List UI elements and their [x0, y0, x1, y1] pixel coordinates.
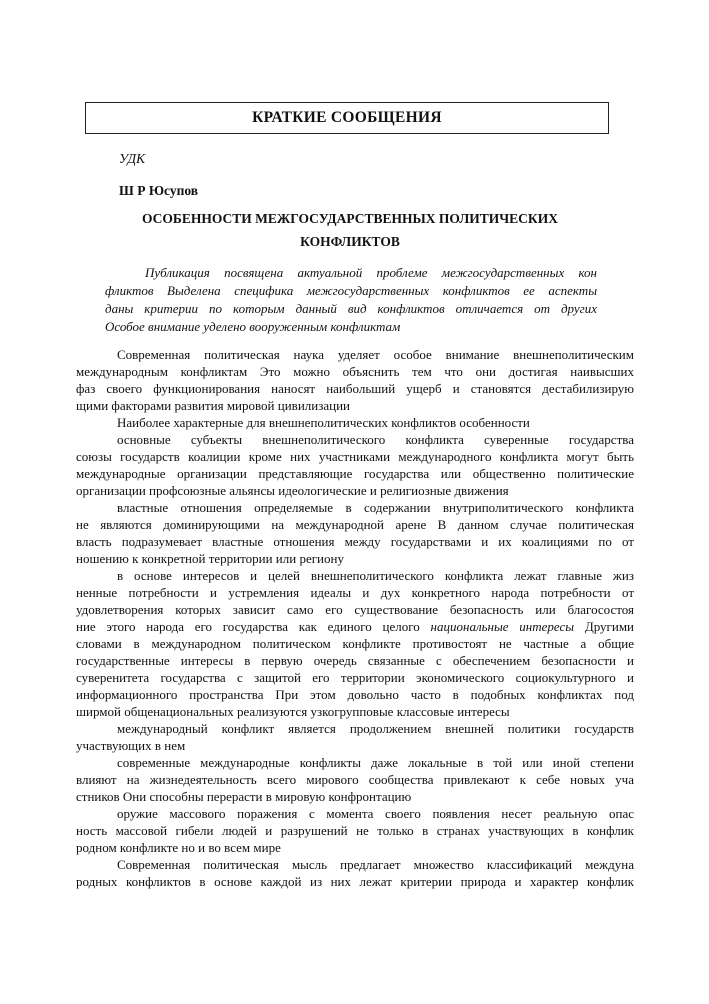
body-text: ние этого народа его государства как единого целого — [76, 619, 431, 634]
emphasis-text: национальные интересы — [430, 619, 575, 634]
body-line: Современная политическая наука уделяет особое внимание внешнеполитическим — [117, 347, 634, 362]
body-line: власть подразумевает властные отношения между государствами и их коалициями по от — [76, 534, 634, 549]
section-header — [85, 102, 609, 134]
body-line: властные отношения определяемые в содержании внутриполитического конфликта — [117, 500, 634, 515]
article-title-line: КОНФЛИКТОВ — [300, 234, 400, 249]
body-line: в основе интересов и целей внешнеполитического конфликта лежат главные жиз — [117, 568, 634, 583]
body-line: родных конфликтов в основе каждой из них лежат критерии природа и характер конфлик — [76, 874, 634, 889]
body-line: международным конфликтам Это можно объяснить тем что они достигая наивысших — [76, 364, 634, 379]
abstract-line: фликтов Выделена специфика межгосударственных конфликтов ее аспекты — [105, 283, 597, 298]
body-line: союзы государств коалиции кроме них участниками международного конфликта могут быть — [76, 449, 634, 464]
article-body — [76, 346, 634, 890]
body-line: ношению к конкретной территории или региону — [76, 551, 344, 566]
body-line: фаз своего функционирования наносят наибольший ущерб и становятся дестабилизирую — [76, 381, 634, 396]
abstract-line: Особое внимание уделено вооруженным конфликтам — [105, 319, 401, 334]
body-line: стников Они способны перерасти в мировую конфронтацию — [76, 789, 412, 804]
section-header-title: КРАТКИЕ СООБЩЕНИЯ — [252, 109, 442, 126]
body-line: щими факторами развития мировой цивилизации — [76, 398, 350, 413]
body-line: Современная политическая мысль предлагает множество классификаций междуна — [117, 857, 634, 872]
body-line: влияют на жизнедеятельность всего мирового сообщества привлекают к себе новых уча — [76, 772, 634, 787]
body-line: суверенитета государства с защитой его территории экономического социокультурного и — [76, 670, 634, 685]
article-title-line: ОСОБЕННОСТИ МЕЖГОСУДАРСТВЕННЫХ ПОЛИТИЧЕСКИХ — [142, 211, 558, 226]
body-line: ширмой общенациональных реализуются узкогрупповые классовые интересы — [76, 704, 510, 719]
body-line: Наиболее характерные для внешнеполитических конфликтов особенности — [117, 415, 530, 430]
abstract-line: Публикация посвящена актуальной проблеме межгосударственных кон — [145, 265, 597, 280]
body-text: Другими — [574, 619, 634, 634]
author-name: Ш Р Юсупов — [119, 183, 199, 198]
body-line: основные субъекты внешнеполитического конфликта суверенные государства — [117, 432, 634, 447]
udk-label: УДК — [119, 151, 146, 166]
body-line: информационного пространства При этом довольно часто в подобных конфликтах под — [76, 687, 634, 702]
body-line — [76, 618, 634, 635]
body-line: государственные интересы в первую очередь связанные с обеспечением безопасности и — [76, 653, 634, 668]
body-line: словами в международном политическом конфликте противостоят не частные а общие — [76, 636, 634, 651]
body-line: организации профсоюзные альянсы идеологические и религиозные движения — [76, 483, 509, 498]
body-line: международные организации представляющие государства или общественно политические — [76, 466, 634, 481]
body-line: участвующих в нем — [76, 738, 186, 753]
body-line: ненные потребности и устремления идеалы и дух конкретного народа потребности от — [76, 585, 634, 600]
body-line: не являются доминирующими на международной арене В данном случае политическая — [76, 517, 634, 532]
body-line: современные международные конфликты даже локальные в той или иной степени — [117, 755, 634, 770]
abstract-line: даны критерии по которым данный вид конфликтов отличается от других — [105, 301, 597, 316]
article-title — [100, 207, 600, 253]
abstract — [105, 264, 597, 336]
body-line: родном конфликте но и во всем мире — [76, 840, 281, 855]
body-line: международный конфликт является продолжением внешней политики государств — [117, 721, 634, 736]
body-line: удовлетворения которых зависит само его существование безопасность или благосостоя — [76, 602, 634, 617]
body-line: ность массовой гибели людей и разрушений не только в странах участвующих в конфлик — [76, 823, 634, 838]
body-line: оружие массового поражения с момента своего появления несет реальную опас — [117, 806, 634, 821]
